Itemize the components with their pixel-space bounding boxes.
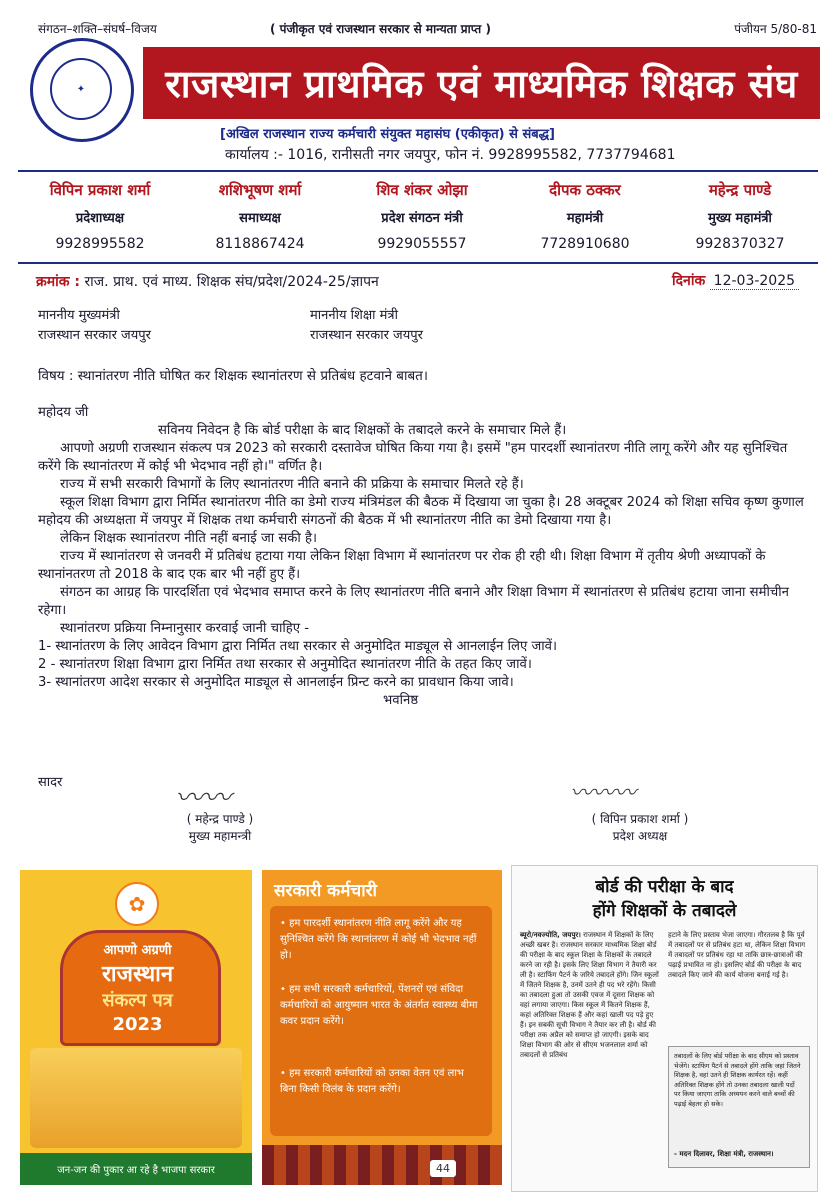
- official-name: शिव शंकर ओझा: [376, 181, 468, 199]
- official-role: समाध्यक्ष: [239, 211, 281, 226]
- news-column-1: [520, 930, 660, 1060]
- signature-right-mark: 〰〰〰: [570, 781, 637, 806]
- news-headline-1: बोर्ड की परीक्षा के बाद: [595, 877, 734, 897]
- official-name: महेन्द्र पाण्डे: [708, 181, 772, 199]
- employees-bullet-3: • हम सरकारी कर्मचारियों को उनका वेतन एवं लाभ बिना किसी विलंब के प्रदान करेंगे।: [280, 1068, 464, 1095]
- paragraph: स्थानांतरण प्रक्रिया निम्नानुसार करवाई जानी चाहिए -: [60, 621, 310, 636]
- official-name: विपिन प्रकाश शर्मा: [49, 181, 151, 199]
- paragraph: सविनय निवेदन है कि बोर्ड परीक्षा के बाद शिक्षकों के तबादले करने के समाचार मिले हैं।: [158, 423, 567, 438]
- point: 3- स्थानांतरण आदेश सरकार से अनुमोदित माड्यूल से आनलाईन प्रिन्ट करने का प्रावधान किया जावे।: [38, 675, 514, 690]
- addressee-right: [310, 306, 423, 346]
- news-headline-2: होंगे शिक्षकों के तबादले: [592, 901, 737, 921]
- official-phone: 8118867424: [215, 236, 305, 252]
- official-name: शशिभूषण शर्मा: [218, 181, 302, 199]
- bullet-icon: •: [280, 918, 290, 929]
- news-column-2: हटाने के लिए प्रस्ताव भेजा जाएगा। गौरतलब है कि पूर्व में तबादलों पर से प्रतिबंध हटा था, लेकिन शिक्षा विभाग में तबादलों पर प्रतिबंध रहा था ताकि छात्र-छात्राओं की पढ़ाई प्रभावित ना हो। इसलिए बोर्ड की परीक्षा के बाद तबादले किए जाने की कार्य योजना बनाई गई है।: [668, 931, 806, 979]
- addressee-left-place: राजस्थान सरकार जयपुर: [38, 328, 151, 343]
- addressee-left-title: माननीय मुख्यमंत्री: [38, 308, 120, 323]
- news-clipping: [511, 865, 818, 1192]
- official-1: [20, 180, 180, 252]
- paragraph: राज्य में सभी सरकारी विभागों के लिए स्थानांतरण नीति बनाने की प्रक्रिया के समाचार मिलते रहे हैं।: [60, 477, 524, 492]
- employees-bullet-1: • हम पारदर्शी स्थानांतरण नीति लागू करेंगे और यह सुनिश्चित करेंगे कि स्थानांतरण में कोई भी भेदभाव नहीं हो।: [280, 918, 477, 961]
- addressee-left: [38, 306, 151, 346]
- manifesto-line-3: संकल्प पत्र: [102, 990, 173, 1011]
- seal-emblem-icon: ✦: [50, 58, 112, 120]
- official-phone: 9929055557: [377, 236, 467, 252]
- addressee-right-title: माननीय शिक्षा मंत्री: [310, 308, 398, 323]
- official-3: [342, 180, 502, 252]
- reference-label: क्रमांक :: [36, 274, 80, 290]
- office-address: कार्यालय :- 1016, रानीसती नगर जयपुर, फोन नं. 9928995582, 7737794681: [225, 147, 676, 163]
- news-dateline: ब्यूरो/नवज्योति, जयपुर।: [520, 931, 581, 939]
- manifesto-cover: [20, 870, 252, 1185]
- leaders-photo: [30, 1048, 242, 1148]
- bullet-icon: •: [280, 1068, 290, 1079]
- point: 1- स्थानांतरण के लिए आवेदन विभाग द्वारा निर्मित तथा सरकार से अनुमोदित माड्यूल से आनलाईन लिए जावें।: [38, 639, 558, 654]
- bullet-icon: •: [280, 984, 290, 995]
- lotus-icon: ✿: [115, 882, 159, 926]
- registration-number: पंजीयन 5/80-81: [734, 22, 817, 36]
- paragraph: संगठन का आग्रह कि पारदर्शिता एवं भेदभाव समाप्त करने के लिए स्थानांतरण नीति बनाने और शिक्षा विभाग में स्थानांतरण से प्रतिबंध हटाया जाना समीचीन रहेगा।: [38, 585, 789, 618]
- manifesto-year: 2023: [112, 1014, 163, 1035]
- point: 2 - स्थानांतरण शिक्षा विभाग द्वारा निर्मित तथा सरकार से अनुमोदित स्थानांतरण नीति के तहत किए जावें।: [38, 657, 532, 672]
- signatory-left-title: मुख्य महामन्त्री: [188, 829, 252, 843]
- official-role: मुख्य महामंत्री: [708, 211, 772, 226]
- signatory-right-title: प्रदेश अध्यक्ष: [612, 829, 668, 843]
- sadar: सादर: [38, 775, 63, 790]
- officials-divider: [18, 262, 818, 264]
- manifesto-line-1: आपणो अग्रणी: [103, 943, 172, 958]
- official-phone: 7728910680: [540, 236, 630, 252]
- official-phone: 9928995582: [55, 236, 145, 252]
- paragraph: लेकिन शिक्षक स्थानांतरण नीति नहीं बनाई जा सकी है।: [60, 531, 317, 546]
- manifesto-footer: जन-जन की पुकार आ रहे है भाजपा सरकार: [20, 1153, 252, 1185]
- news-quote-author: - मदन दिलावर, शिक्षा मंत्री, राजस्थान।: [674, 1150, 774, 1158]
- closing: भवनिष्ठ: [383, 693, 419, 708]
- official-phone: 9928370327: [695, 236, 785, 252]
- salutation: महोदय जी: [38, 405, 89, 420]
- page-number: 44: [430, 1160, 456, 1177]
- date-line: [672, 271, 799, 290]
- letter-body: [38, 404, 808, 710]
- addressee-right-place: राजस्थान सरकार जयपुर: [310, 328, 423, 343]
- subject-line: विषय : स्थानांतरण नीति घोषित कर शिक्षक स्थानांतरण से प्रतिबंध हटवाने बाबत।: [38, 368, 428, 384]
- official-role: प्रदेशाध्यक्ष: [75, 211, 125, 226]
- employees-section: [262, 870, 502, 1185]
- date-label: दिनांक: [672, 273, 706, 289]
- employees-bullet-2: • हम सभी सरकारी कर्मचारियों, पेंशनरों एवं संविदा कर्मचारियों को आयुष्मान भारत के अंतर्गत स्वास्थ्य बीमा कवर प्रदान करेंगे।: [280, 984, 478, 1027]
- news-col1-text: राजस्थान में शिक्षकों के लिए अच्छी खबर है। राजस्थान सरकार माध्यमिक शिक्षा बोर्ड की परीक्षा के बाद स्कूल शिक्षा के शिक्षकों के तबादले करने जा रही है। इसके लिए शिक्षा विभाग ने तैयारी कर ली है। स्टाफिंग पैटर्न के जरिये तबादले होंगे। जिन स्कूलों में जितने शिक्षक है, उनमें उतने ही पद भरे रहेंगे। किसी का तबादला हुआ तो उसकी एवज में दूसरा शिक्षक को वहां लगाया जाएगा। किस स्कूल में कितने शिक्षक हैं, कहां अतिरिक्त शिक्षक हैं और कहां खाली पद पड़े हुए हैं। इन सबकी सूची विभाग ने तैयार कर ली है। बोर्ड की परीक्षा तक अप्रैल को समाप्त हो जाएगी। इसके बाद शिक्षा विभाग की ओर से सीएम भजनलाल शर्मा को तबादलों से प्रतिबंध: [520, 931, 659, 1059]
- signatory-right-name: ( विपिन प्रकाश शर्मा ): [591, 812, 689, 826]
- decorative-border: [262, 1145, 502, 1185]
- header-divider: [18, 170, 818, 172]
- official-name: दीपक ठक्कर: [549, 181, 621, 199]
- signatory-left: [160, 810, 280, 844]
- signature-left-mark: 〰〰: [175, 781, 232, 814]
- employees-title: सरकारी कर्मचारी: [274, 881, 377, 901]
- official-role: महामंत्री: [566, 211, 604, 226]
- affiliation-line: [अखिल राजस्थान राज्य कर्मचारी संयुक्त महासंघ (एकीकृत) से संबद्ध]: [220, 127, 556, 142]
- recognition-note: ( पंजीकृत एवं राजस्थान सरकार से मान्यता प्राप्त ): [270, 22, 491, 36]
- signatory-left-name: ( महेन्द्र पाण्डे ): [186, 812, 254, 826]
- manifesto-line-2: राजस्थान: [101, 962, 174, 987]
- org-name-banner: राजस्थान प्राथमिक एवं माध्यमिक शिक्षक संघ: [143, 47, 820, 119]
- official-2: [180, 180, 340, 252]
- reference-value: राज. प्राथ. एवं माध्य. शिक्षक संघ/प्रदेश/2024-25/ज्ञापन: [84, 274, 379, 290]
- signatory-right: [560, 810, 720, 844]
- official-5: [660, 180, 820, 252]
- paragraph: स्कूल शिक्षा विभाग द्वारा निर्मित स्थानांतरण नीति का डेमो राज्य मंत्रिमंडल की बैठक में दिखाया जा चुका है। 28 अक्टूबर 2024 को शिक्षा सचिव कृष्ण कुणाल महोदय की अध्यक्षता में जयपुर में शिक्षक तथा कर्मचारी संगठनों की बैठक में भी स्थानांतरण नीति का डेमो दिखाया गया है।: [38, 495, 804, 528]
- official-role: प्रदेश संगठन मंत्री: [381, 211, 463, 226]
- reference-line: [36, 272, 379, 291]
- paragraph: राज्य में स्थानांतरण से जनवरी में प्रतिबंध हटाया गया लेकिन शिक्षा विभाग में स्थानांतरण पर रोक ही रही थी। शिक्षा विभाग में तृतीय श्रेणी अध्यापकों के स्थानांनतरण तो 2018 के बाद एक बार भी नहीं हुए हैं।: [38, 549, 766, 582]
- official-4: [505, 180, 665, 252]
- date-value: 12-03-2025: [710, 273, 799, 290]
- slogan: संगठन–शक्ति–संघर्ष–विजय: [38, 22, 157, 36]
- news-quote: तबादलों के लिए बोर्ड परीक्षा के बाद सीएम को प्रस्ताव भेजेंगे। स्टाफिंग पैटर्न से तबादले होंगे ताकि जहां जितने शिक्षक है, वहां उतने ही शिक्षक कार्यरत रहें। कहीं अतिरिक्त शिक्षक होंगे तो उनका तबादला खाली पदों पर किया जाएगा ताकि अध्ययन करने वाले बच्चों की पढ़ाई बेहतर हो सके।: [674, 1052, 801, 1108]
- paragraph: आपणो अग्रणी राजस्थान संकल्प पत्र 2023 को सरकारी दस्तावेज घोषित किया गया है। इसमें "हम पारदर्शी स्थानांतरण नीति लागू करेंगे और यह सुनिश्चित करेंगे कि स्थानांतरण में कोई भी भेदभाव नहीं हो।" वर्णित है।: [38, 441, 788, 474]
